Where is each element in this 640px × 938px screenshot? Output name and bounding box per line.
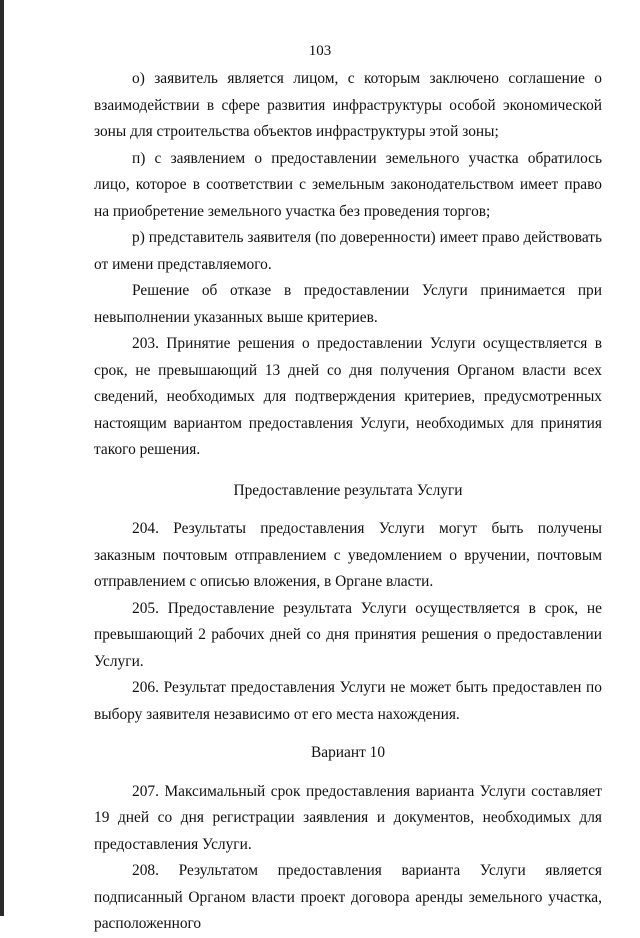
page-number: 103 (308, 43, 332, 59)
paragraph-207: 207. Максимальный срок предоставления варианта Услуги составляет 19 дней со дня регистрации заявления и документов, необходимых для предоставления Услуги. (94, 782, 602, 853)
paragraph-refusal: Решение об отказе в предоставлении Услуги принимается при невыполнении указанных выше критериев. (94, 282, 602, 326)
paragraph-208: 208. Результатом предоставления варианта Услуги является подписанный Органом власти проект договора аренды земельного участка, расположенного (94, 862, 602, 932)
paragraph-205: 205. Предоставление результата Услуги осуществляется в срок, не превышающий 2 рабочих дней со дня принятия решения о предоставлении Услуги. (94, 599, 602, 670)
paragraph-item-o: о) заявитель является лицом, с которым заключено соглашение о взаимодействии в сфере развития инфраструктуры особой экономической зоны для строительства объектов инфраструктуры этой зоны; (94, 70, 602, 140)
document-body (94, 66, 602, 938)
section-heading-result: Предоставление результата Услуги (233, 481, 463, 499)
paragraph-206: 206. Результат предоставления Услуги не может быть предоставлен по выбору заявителя независимо от его места нахождения. (94, 679, 602, 723)
paragraph-203: 203. Принятие решения о предоставлении Услуги осуществляется в срок, не превышающий 13 дней со дня получения Органом власти всех сведений, необходимых для подтверждения критериев, предусмотренных настоящим вариантом предоставления Услуги, необходимых для принятия такого решения. (94, 335, 602, 458)
paragraph-item-p: п) с заявлением о предоставлении земельного участка обратилось лицо, которое в соответствии с земельным законодательством имеет право на приобретение земельного участка без проведения торгов; (94, 149, 602, 220)
section-heading-variant: Вариант 10 (310, 744, 386, 761)
paragraph-item-r: р) представитель заявителя (по доверенности) имеет право действовать от имени представляемого. (94, 229, 602, 273)
paragraph-204: 204. Результаты предоставления Услуги могут быть получены заказным почтовым отправлением с уведомлением о вручении, почтовым отправлением с описью вложения, в Органе власти. (94, 520, 602, 590)
